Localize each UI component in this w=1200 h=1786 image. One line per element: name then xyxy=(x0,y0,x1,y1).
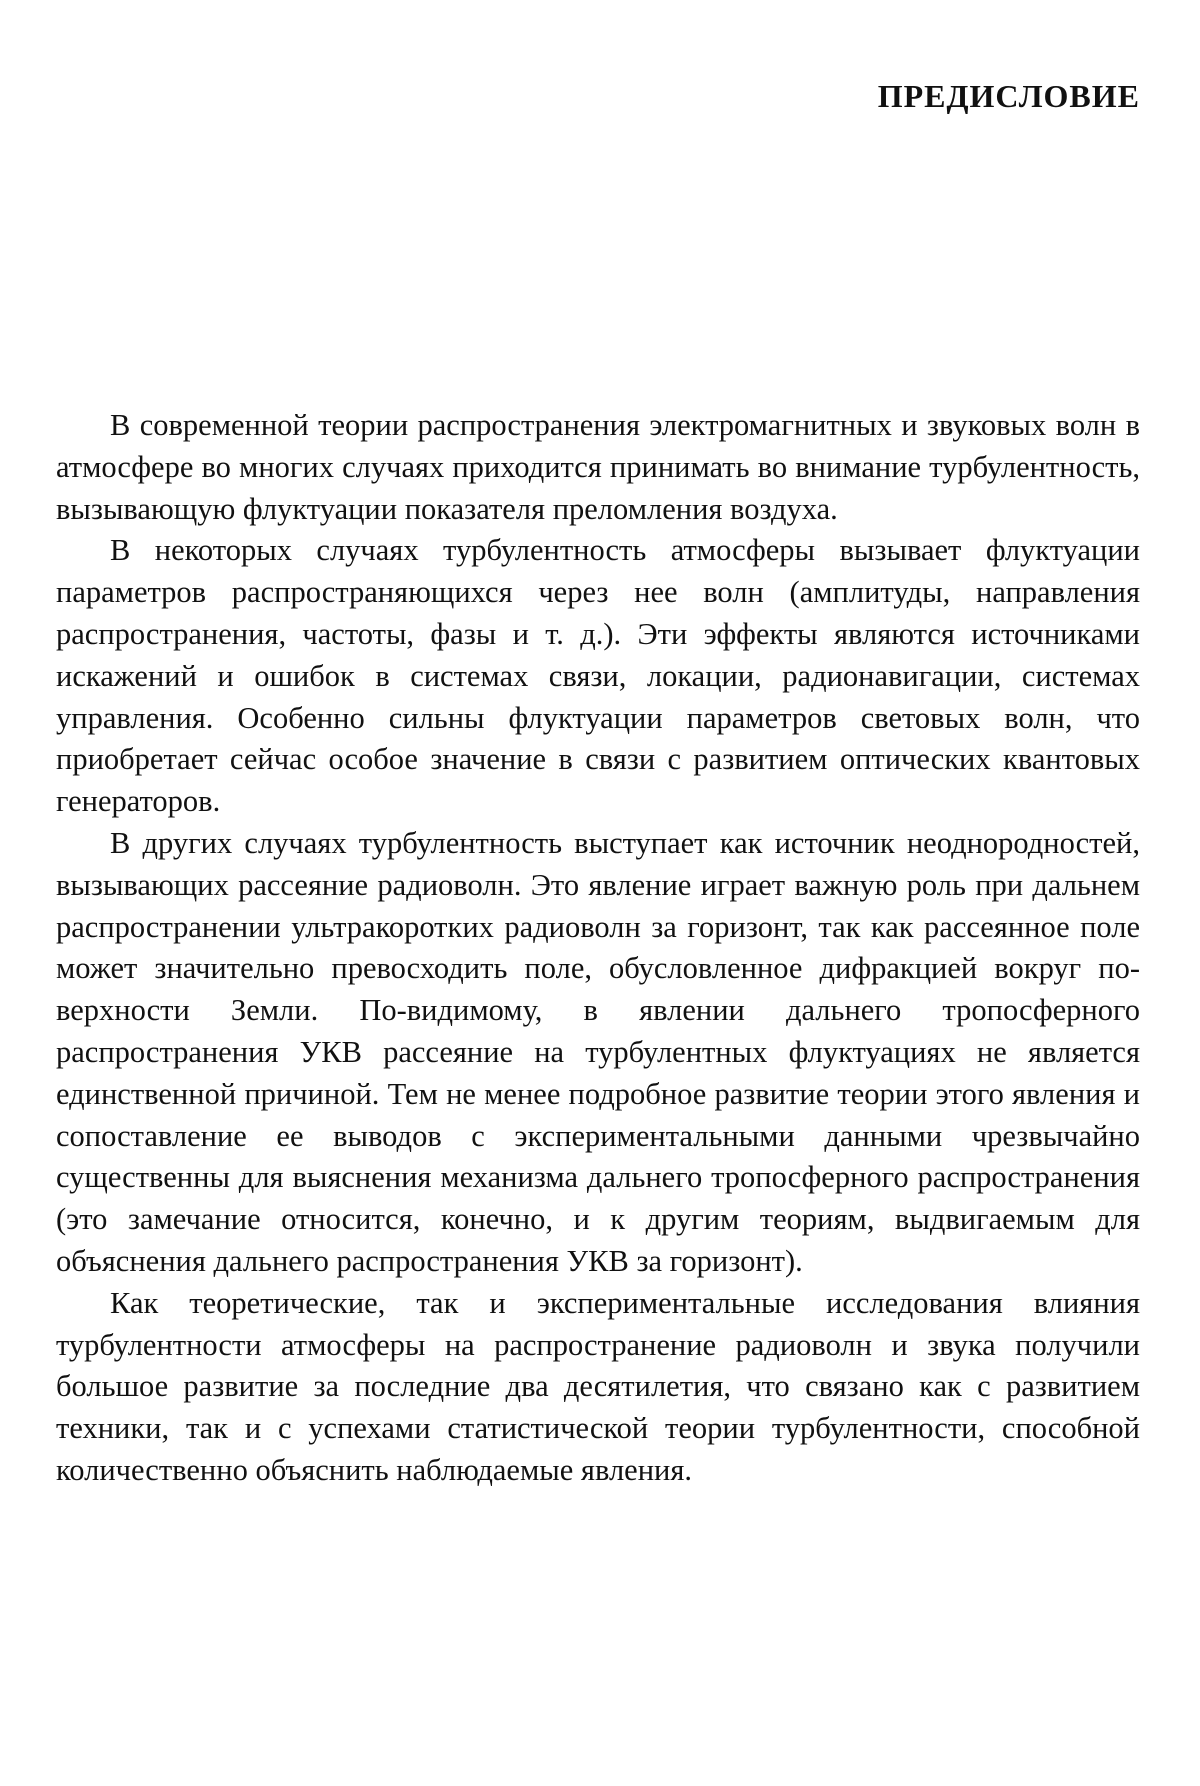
paragraph-1: В современной теории распространения электромагнитных и звуковых волн в атмосфере во многих случаях приходится принимать во внимание турбулентность, вызывающую флуктуации показателя преломления воздуха. xyxy=(56,408,1140,526)
preface-text xyxy=(56,405,1140,1492)
page-heading: ПРЕДИСЛОВИЕ xyxy=(877,78,1140,114)
paragraph-2: В некоторых случаях турбулентность атмосферы вызывает флуктуации параметров распространяющихся через нее волн (амплитуды, направления распространения, частоты, фазы и т. д.). Эти эффекты являются источниками искажений и ошибок в системах связи, локации, радионавигации, системах управления. Особенно сильны флуктуации параметров световых волн, что приобретает сейчас особое значение в связи с развитием оптических квантовых генераторов. xyxy=(56,533,1140,819)
paragraph-3: В других случаях турбулентность выступает как источник неоднородностей, вызывающих рассеяние радиоволн. Это явление играет важную роль при дальнем распространении ультракоротких радиоволн за горизонт, так как рассеянное поле может значительно превосходить поле, обусловленное дифракцией вокруг поверхности Земли. По-видимому, в явлении дальнего тропосферного распространения УКВ рассеяние на турбулентных флуктуациях не является единственной причиной. Тем не менее подробное развитие теории этого явления и сопоставление ее выводов с экспериментальными данными чрезвычайно существенны для выяснения механизма дальнего тропосферного распространения (это замечание относится, конечно, и к другим теориям, выдвигаемым для объяснения дальнего распространения УКВ за горизонт). xyxy=(56,825,1140,1278)
paragraph-4: Как теоретические, так и экспериментальные исследования влияния турбулентности атмосферы на распространение радиоволн и звука получили большое развитие за последние два десятилетия, что связано как с развитием техники, так и с успехами статистической теории турбулентности, способной количественно объяснить наблюдаемые явления. xyxy=(56,1285,1140,1487)
